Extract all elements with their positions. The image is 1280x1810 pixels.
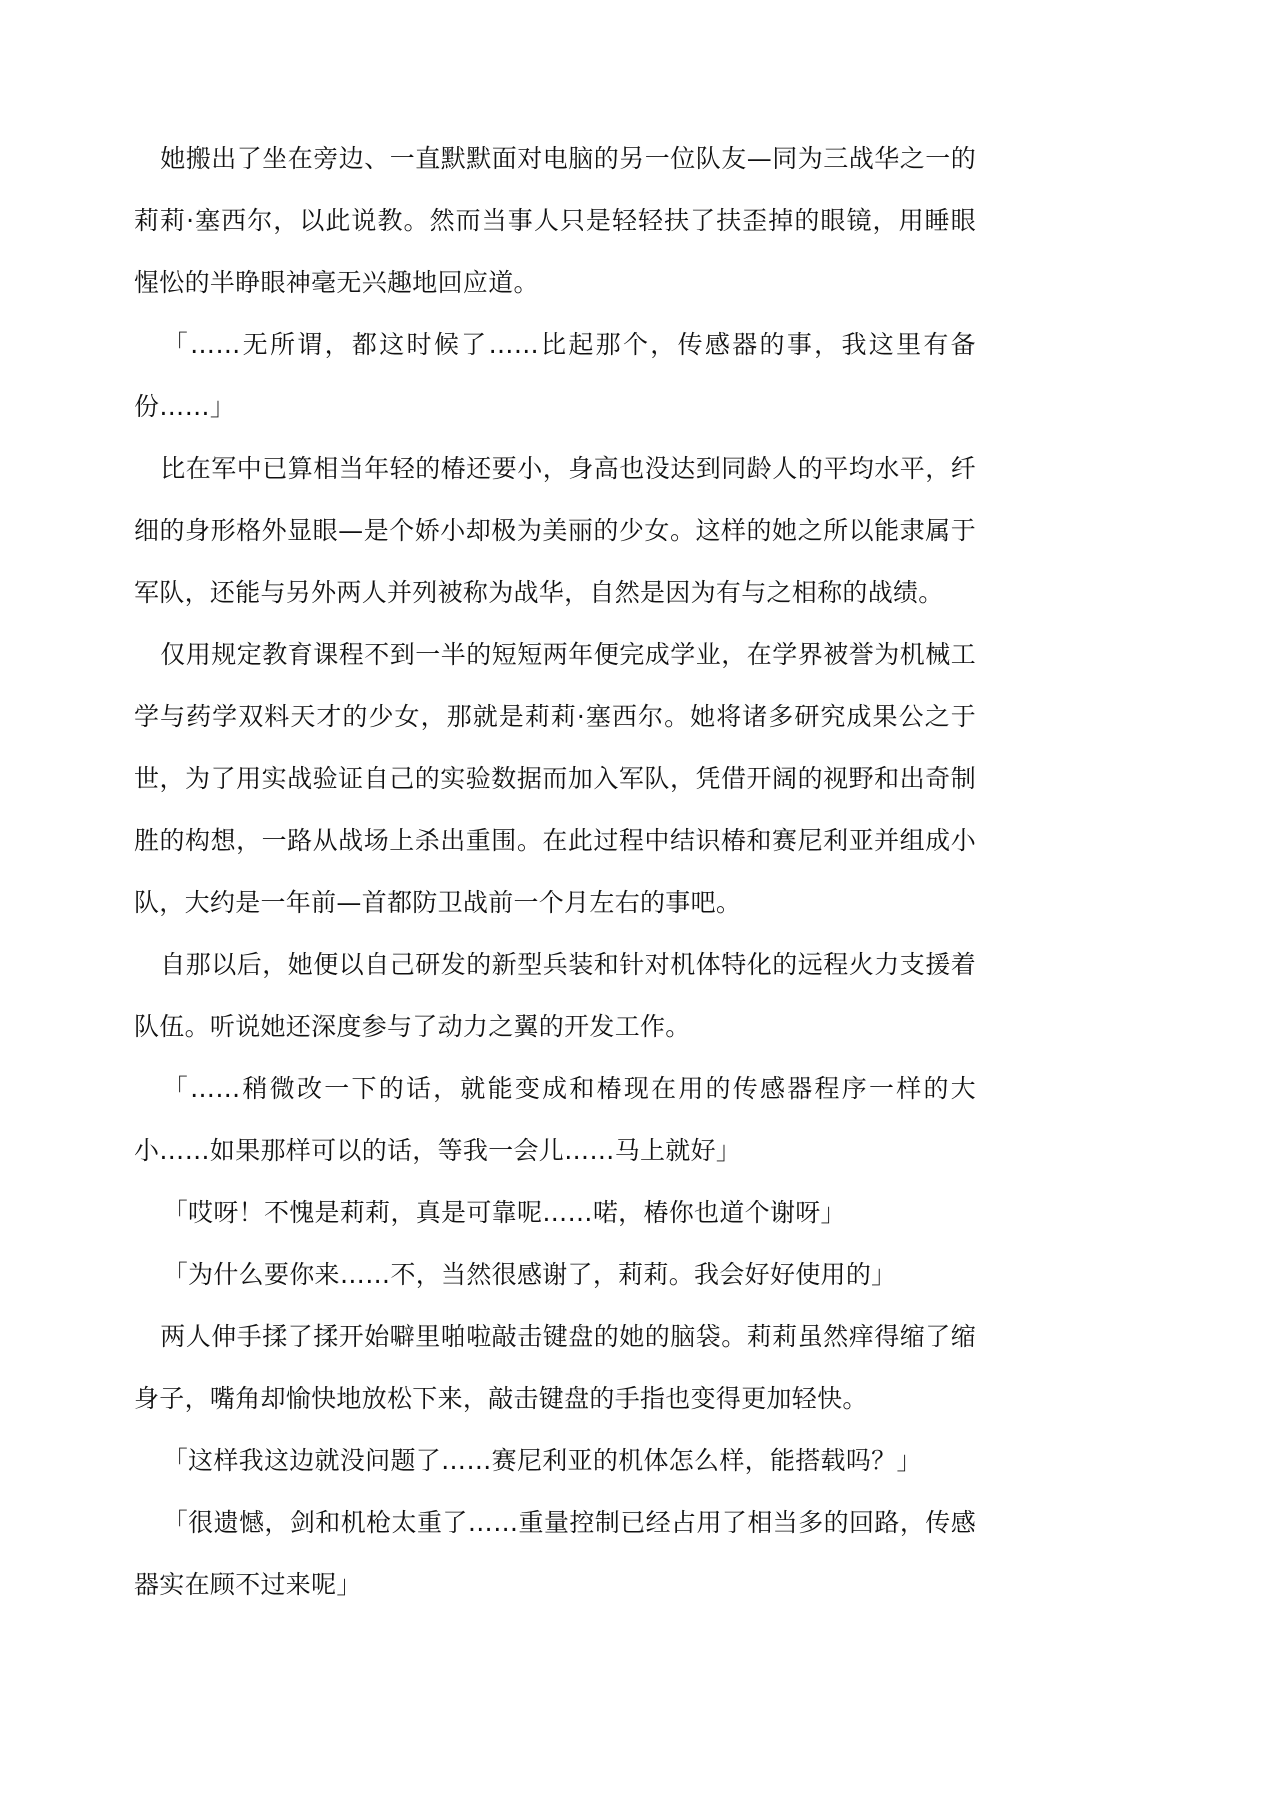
paragraph-dialogue: 「这样我这边就没问题了……赛尼利亚的机体怎么样，能搭载吗？」 xyxy=(162,1446,922,1475)
page-body xyxy=(134,128,976,1616)
paragraph-dialogue: 「……稍微改一下的话，就能变成和椿现在用的传感器程序一样的大小……如果那样可以的话，等我一会儿……马上就好」 xyxy=(134,1074,976,1165)
paragraph-narration: 自那以后，她便以自己研发的新型兵装和针对机体特化的远程火力支援着队伍。听说她还深度参与了动力之翼的开发工作。 xyxy=(134,950,976,1041)
paragraph-narration: 两人伸手揉了揉开始噼里啪啦敲击键盘的她的脑袋。莉莉虽然痒得缩了缩身子，嘴角却愉快地放松下来，敲击键盘的手指也变得更加轻快。 xyxy=(134,1322,976,1413)
paragraph-dialogue: 「……无所谓，都这时候了……比起那个，传感器的事，我这里有备份……」 xyxy=(134,330,976,421)
paragraph-narration: 她搬出了坐在旁边、一直默默面对电脑的另一位队友—同为三战华之一的莉莉·塞西尔，以此说教。然而当事人只是轻轻扶了扶歪掉的眼镜，用睡眼惺忪的半睁眼神毫无兴趣地回应道。 xyxy=(134,144,976,297)
paragraph-dialogue: 「很遗憾，剑和机枪太重了……重量控制已经占用了相当多的回路，传感器实在顾不过来呢」 xyxy=(134,1508,976,1599)
paragraph-dialogue: 「哎呀！不愧是莉莉，真是可靠呢……喏，椿你也道个谢呀」 xyxy=(162,1198,846,1227)
paragraph-narration: 比在军中已算相当年轻的椿还要小，身高也没达到同龄人的平均水平，纤细的身形格外显眼—是个娇小却极为美丽的少女。这样的她之所以能隶属于军队，还能与另外两人并列被称为战华，自然是因为有与之相称的战绩。 xyxy=(134,454,976,607)
paragraph-narration: 仅用规定教育课程不到一半的短短两年便完成学业，在学界被誉为机械工学与药学双料天才的少女，那就是莉莉·塞西尔。她将诸多研究成果公之于世，为了用实战验证自己的实验数据而加入军队，凭借开阔的视野和出奇制胜的构想，一路从战场上杀出重围。在此过程中结识椿和赛尼利亚并组成小队，大约是一年前—首都防卫战前一个月左右的事吧。 xyxy=(134,640,976,917)
paragraph-dialogue: 「为什么要你来……不，当然很感谢了，莉莉。我会好好使用的」 xyxy=(162,1260,897,1289)
